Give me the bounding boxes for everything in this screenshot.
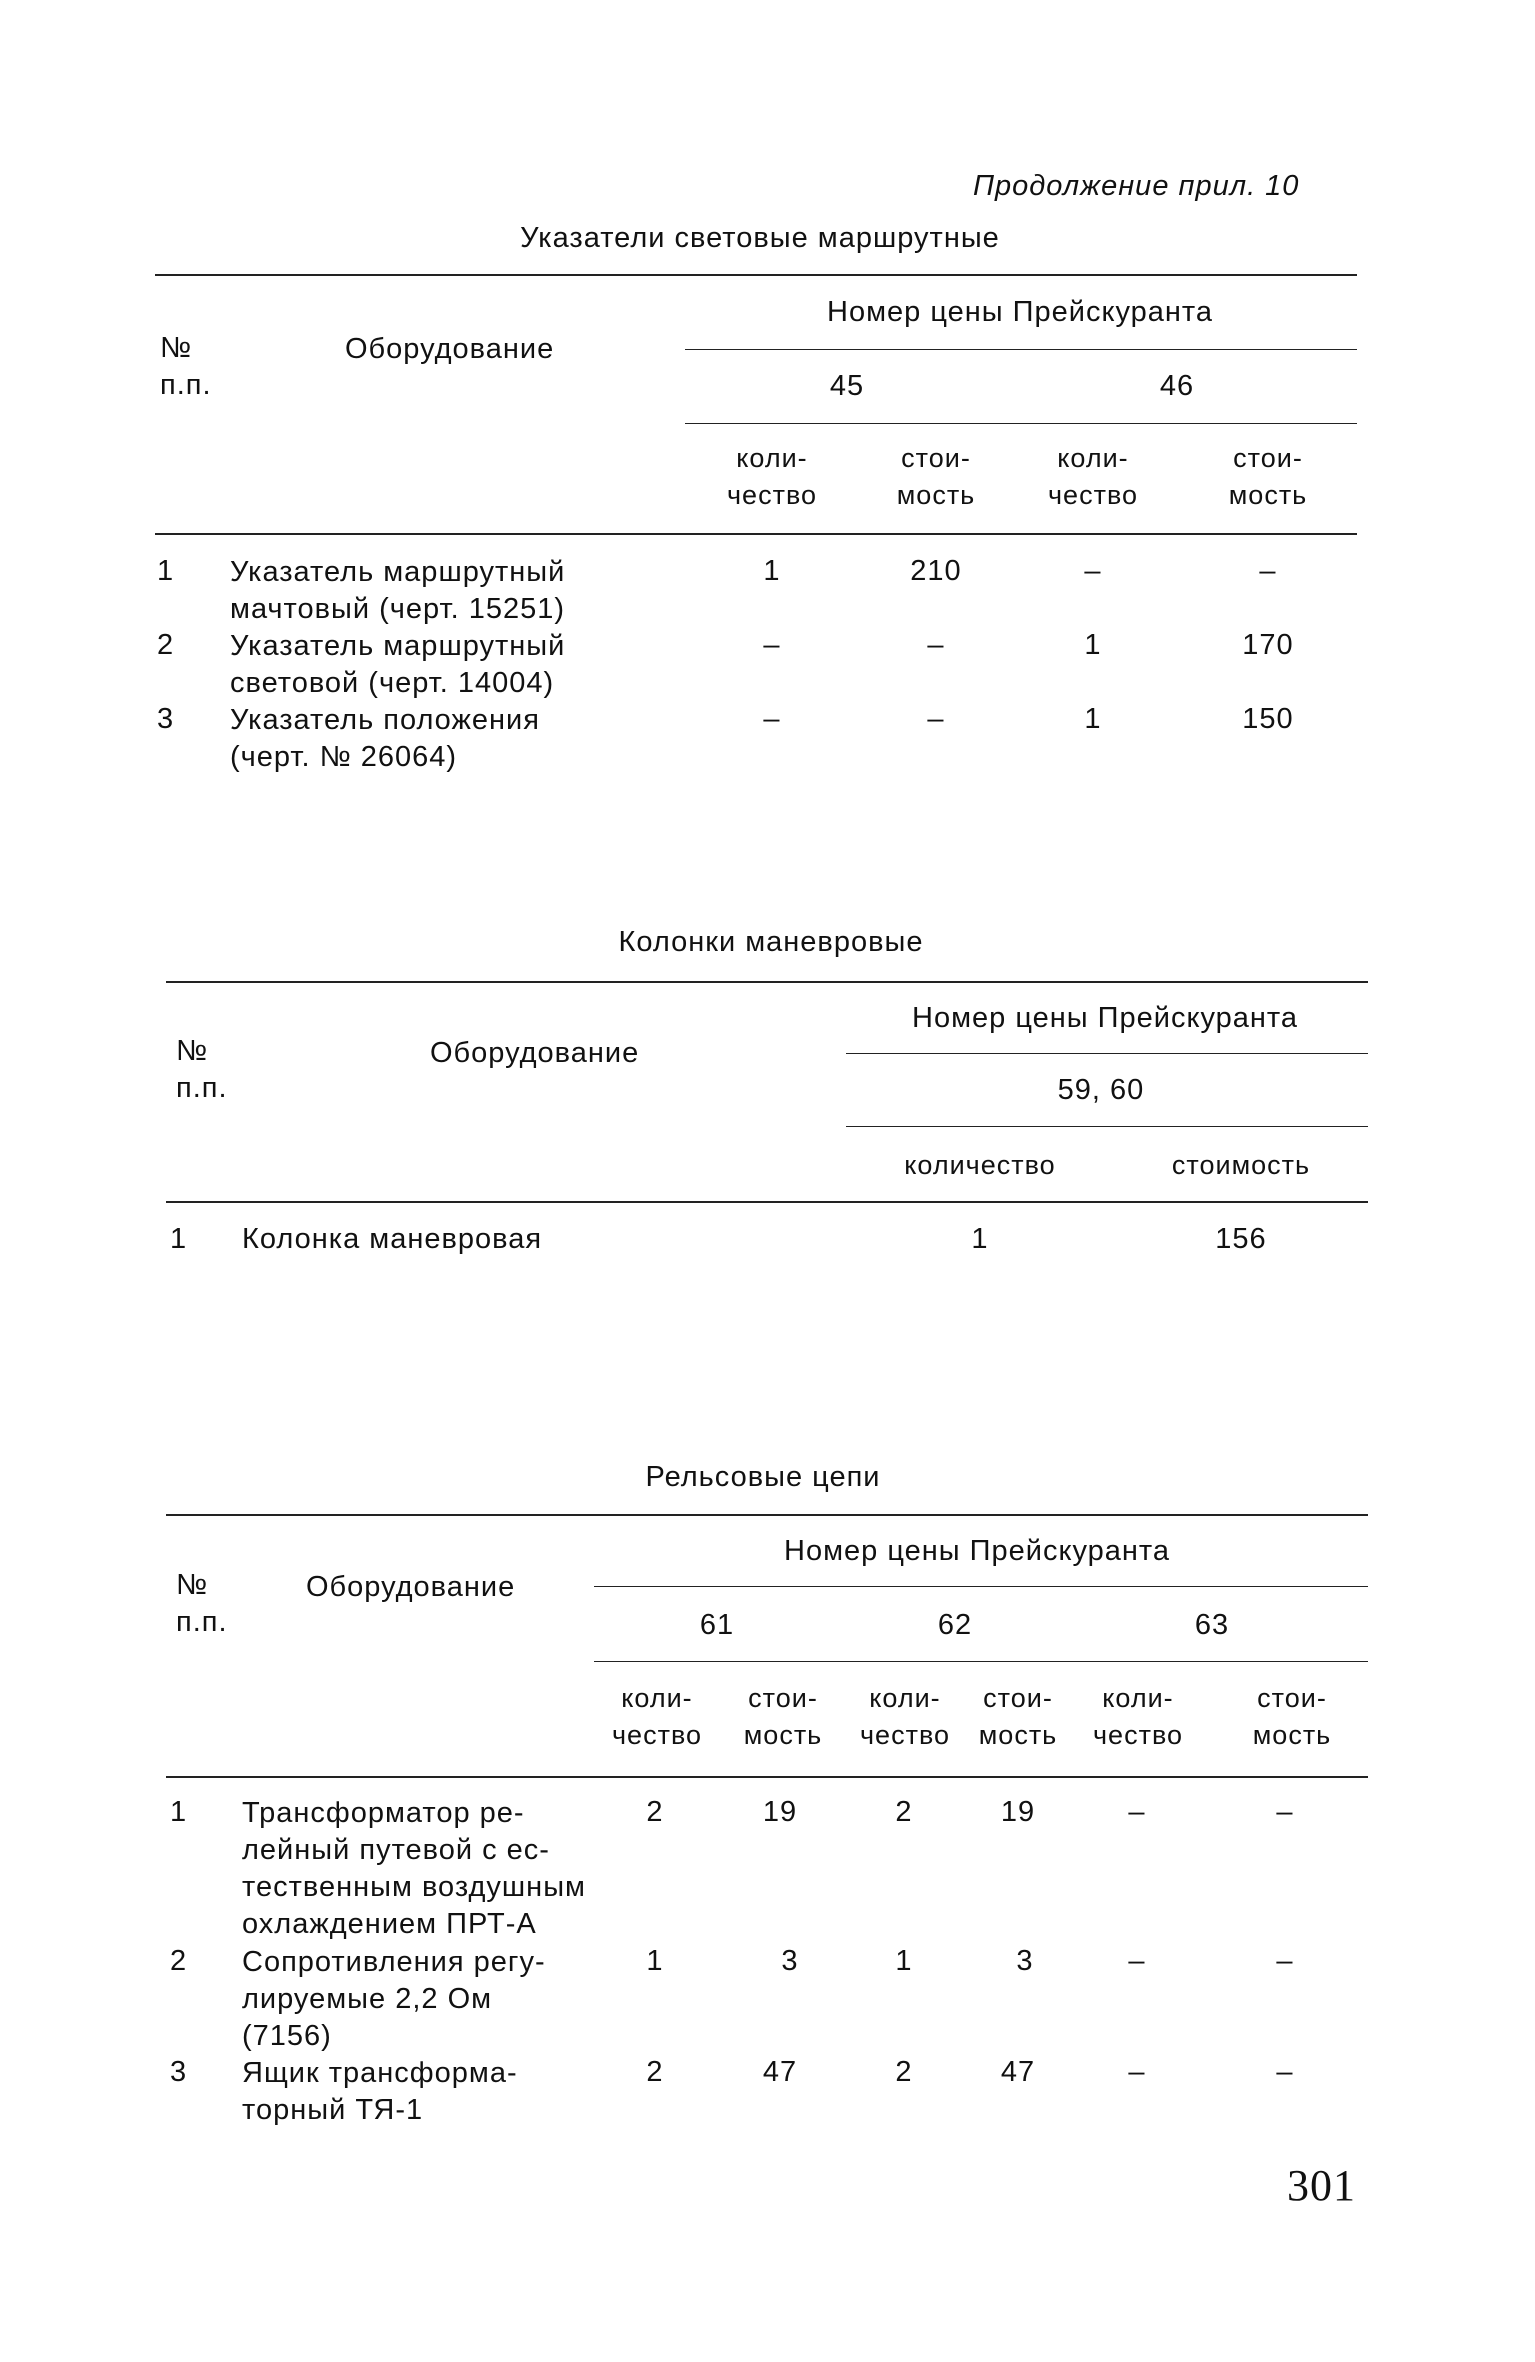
continuation-note: Продолжение прил. 10 xyxy=(973,170,1300,202)
table-cell: 150 xyxy=(1242,703,1294,735)
table3-col-num: № п.п. xyxy=(176,1569,228,1638)
table-cell: 1 xyxy=(971,1223,989,1255)
table-row-name: Ящик трансформа- торный ТЯ-1 xyxy=(242,2057,518,2126)
table2-subheader-qty: количество xyxy=(904,1150,1056,1180)
table3-subheader-cost-62: стои- мость xyxy=(978,1683,1058,1750)
table2-col-num: № п.п. xyxy=(176,1035,228,1104)
table1-mid-rule xyxy=(685,349,1357,350)
table2-top-rule xyxy=(166,981,1368,983)
table2-col-price-number: Номер цены Прейскуранта xyxy=(912,1002,1298,1034)
table-cell: 210 xyxy=(910,555,962,587)
table1-title: Указатели световые маршрутные xyxy=(520,222,1000,254)
table-cell: – xyxy=(1276,1796,1294,1828)
table2-header-bottom-rule xyxy=(166,1201,1368,1203)
table-row-num: 3 xyxy=(157,703,175,735)
table3-header-bottom-rule xyxy=(166,1776,1368,1778)
table3-group-61: 61 xyxy=(699,1609,735,1641)
table1-header-bottom-rule xyxy=(155,533,1357,535)
table-row-name: Трансформатор ре- лейный путевой с ес- тественным воздушным охлаждением ПРТ-А xyxy=(242,1797,586,1940)
table-row-num: 2 xyxy=(170,1945,188,1977)
table-cell: – xyxy=(927,703,945,735)
table-row-num: 1 xyxy=(157,555,175,587)
table-cell: 2 xyxy=(646,2056,664,2088)
table-cell: 1 xyxy=(763,555,781,587)
table-cell: 1 xyxy=(1084,629,1102,661)
table3-title: Рельсовые цепи xyxy=(645,1461,881,1493)
table-cell: – xyxy=(1128,1796,1146,1828)
table3-subheader-cost-63: стои- мость xyxy=(1252,1683,1332,1750)
table2-mid-rule xyxy=(846,1053,1368,1054)
table-cell: – xyxy=(1128,1945,1146,1977)
table-cell: – xyxy=(763,629,781,661)
table3-subheader-qty-61: коли- чество xyxy=(611,1683,703,1750)
table-row-name: Сопротивления регу- лируемые 2,2 Ом (7156) xyxy=(242,1946,546,2052)
table-cell: 19 xyxy=(762,1796,798,1828)
table3-subheader-qty-62: коли- чество xyxy=(859,1683,951,1750)
table-cell: 3 xyxy=(781,1945,799,1977)
table-cell: 3 xyxy=(1016,1945,1034,1977)
table1-col-num: № п.п. xyxy=(160,332,212,401)
table-cell: 47 xyxy=(1000,2056,1036,2088)
table-cell: – xyxy=(1128,2056,1146,2088)
table2-subheader-cost: стоимость xyxy=(1171,1150,1311,1180)
table1-subheader-cost-45: стои- мость xyxy=(896,443,976,510)
table2-col-equipment: Оборудование xyxy=(430,1037,640,1069)
table1-group-45: 45 xyxy=(829,370,865,402)
table-cell: – xyxy=(1276,2056,1294,2088)
table1-group-46: 46 xyxy=(1159,370,1195,402)
page-number: 301 xyxy=(1287,2161,1356,2210)
table-cell: 170 xyxy=(1242,629,1294,661)
table-cell: 156 xyxy=(1215,1223,1267,1255)
table1-sub-rule xyxy=(685,423,1357,424)
table-cell: – xyxy=(1084,555,1102,587)
table-row-num: 1 xyxy=(170,1223,188,1255)
table-cell: – xyxy=(1259,555,1277,587)
table-cell: 1 xyxy=(895,1945,913,1977)
table-cell: – xyxy=(763,703,781,735)
table-row-name: Колонка маневровая xyxy=(242,1223,543,1255)
table-row-num: 3 xyxy=(170,2056,188,2088)
table-cell: 1 xyxy=(646,1945,664,1977)
table-cell: – xyxy=(927,629,945,661)
table-cell: 1 xyxy=(1084,703,1102,735)
table3-subheader-cost-61: стои- мость xyxy=(743,1683,823,1750)
table3-group-63: 63 xyxy=(1194,1609,1230,1641)
table-cell: 2 xyxy=(895,1796,913,1828)
table-row-num: 2 xyxy=(157,629,175,661)
table-row-num: 1 xyxy=(170,1796,188,1828)
table3-top-rule xyxy=(166,1514,1368,1516)
table1-subheader-cost-46: стои- мость xyxy=(1228,443,1308,510)
table2-group-59-60: 59, 60 xyxy=(1057,1074,1145,1106)
table3-col-price-number: Номер цены Прейскуранта xyxy=(784,1535,1170,1567)
table1-col-equipment: Оборудование xyxy=(345,333,555,365)
table-cell: 2 xyxy=(646,1796,664,1828)
table2-sub-rule xyxy=(846,1126,1368,1127)
table1-subheader-qty-45: коли- чество xyxy=(726,443,818,510)
table3-col-equipment: Оборудование xyxy=(306,1571,516,1603)
table-row-name: Указатель положения (черт. № 26064) xyxy=(230,704,540,773)
table-cell: 19 xyxy=(1000,1796,1036,1828)
table2-title: Колонки маневровые xyxy=(618,926,924,958)
table-row-name: Указатель маршрутный световой (черт. 14004) xyxy=(230,630,566,699)
table-cell: 2 xyxy=(895,2056,913,2088)
table3-sub-rule xyxy=(594,1661,1368,1662)
table-cell: 47 xyxy=(762,2056,798,2088)
table1-top-rule xyxy=(155,274,1357,276)
table1-col-price-number: Номер цены Прейскуранта xyxy=(827,296,1213,328)
table-cell: – xyxy=(1276,1945,1294,1977)
table3-group-62: 62 xyxy=(937,1609,973,1641)
table3-subheader-qty-63: коли- чество xyxy=(1092,1683,1184,1750)
table1-subheader-qty-46: коли- чество xyxy=(1047,443,1139,510)
table-row-name: Указатель маршрутный мачтовый (черт. 15251) xyxy=(230,556,566,625)
table3-mid-rule xyxy=(594,1586,1368,1587)
